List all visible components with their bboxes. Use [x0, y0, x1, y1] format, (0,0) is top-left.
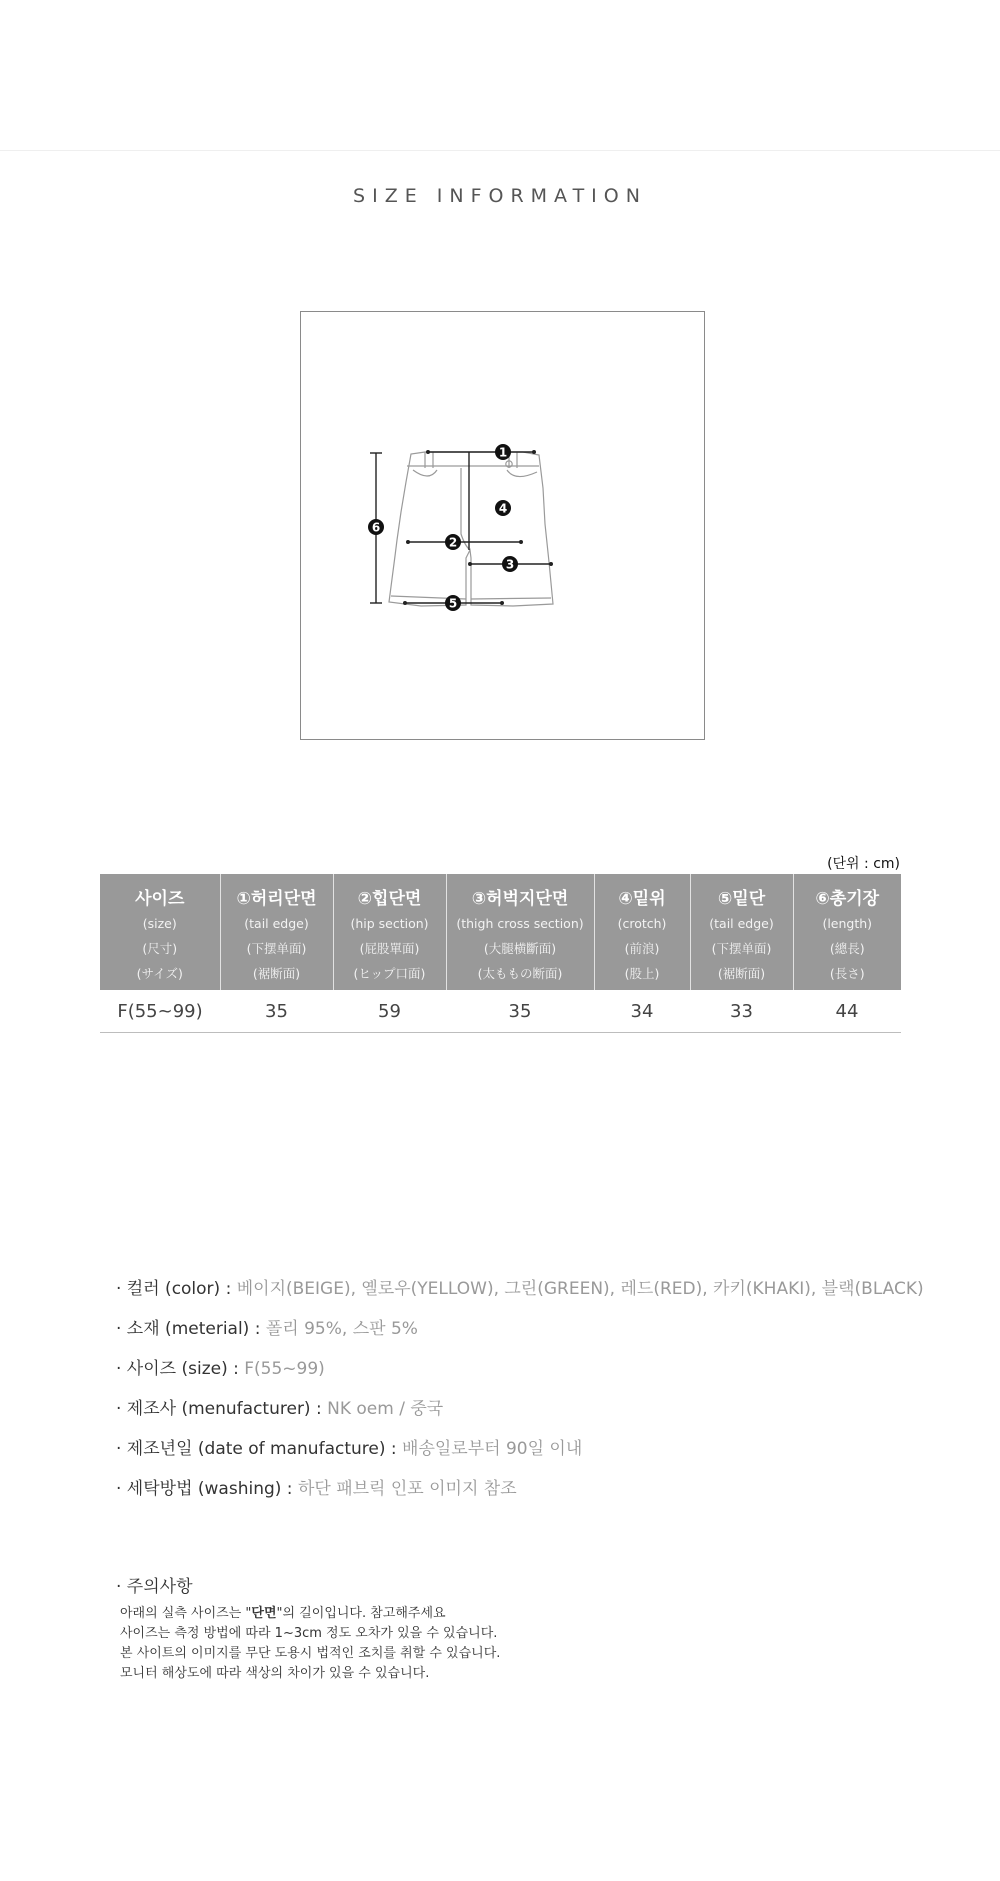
notice-text: [120, 1604, 500, 1684]
marker-5: [445, 595, 461, 611]
unit-note: (단위 : cm): [827, 856, 900, 872]
marker-2: [445, 534, 461, 550]
table-header-row: [100, 874, 901, 990]
notice-line-1: 아래의 실측 사이즈는 "단면"의 길이입니다. 참고해주세요: [120, 1606, 446, 1621]
notice-line-3: 본 사이트의 이미지를 무단 도용시 법적인 조치를 취할 수 있습니다.: [120, 1646, 501, 1661]
table-row: [100, 990, 901, 1033]
info-material: · 소재 (meterial) : 폴리 95%, 스판 5%: [116, 1319, 418, 1339]
header-thigh: ③허벅지단면 (thigh cross section) (大腿横斷面) (太ももの断面): [446, 874, 594, 990]
cell-length: 44: [793, 990, 901, 1033]
svg-text:4: 4: [498, 501, 508, 516]
cell-hem: 33: [690, 990, 793, 1033]
svg-text:2: 2: [448, 535, 458, 550]
shorts-illustration: [301, 312, 706, 741]
header-waist: ①허리단면 (tail edge) (下摆单面) (裾断面): [220, 874, 333, 990]
cell-thigh: 35: [446, 990, 594, 1033]
marker-3: [502, 556, 518, 572]
notice-title: · 주의사항: [116, 1577, 193, 1597]
marker-1: [495, 444, 511, 460]
info-washing: · 세탁방법 (washing) : 하단 패브릭 인포 이미지 참조: [116, 1479, 517, 1499]
cell-rise: 34: [594, 990, 690, 1033]
product-info-list: [116, 1274, 924, 1514]
info-color: · 컬러 (color) : 베이지(BEIGE), 옐로우(YELLOW), 그린(GREEN), 레드(RED), 카키(KHAKI), 블랙(BLACK): [116, 1279, 924, 1299]
header-hem: ⑤밑단 (tail edge) (下摆单面) (裾断面): [690, 874, 793, 990]
size-table: [100, 874, 901, 1033]
svg-text:3: 3: [505, 557, 515, 572]
cell-size: F(55~99): [100, 990, 220, 1033]
header-rise: ④밑위 (crotch) (前浪) (股上): [594, 874, 690, 990]
header-size: 사이즈 (size) (尺寸) (サイズ): [100, 874, 220, 990]
svg-text:1: 1: [498, 445, 508, 460]
marker-4: [495, 500, 511, 516]
section-title: SIZE INFORMATION: [353, 185, 647, 207]
info-size: · 사이즈 (size) : F(55~99): [116, 1359, 325, 1379]
cell-waist: 35: [220, 990, 333, 1033]
header-length: ⑥총기장 (length) (總長) (長さ): [793, 874, 901, 990]
info-manufacturer: · 제조사 (menufacturer) : NK oem / 중국: [116, 1399, 444, 1419]
cell-hip: 59: [333, 990, 446, 1033]
svg-text:5: 5: [448, 596, 458, 611]
notice-line-4: 모니터 해상도에 따라 색상의 차이가 있을 수 있습니다.: [120, 1666, 430, 1681]
notice-line-2: 사이즈는 측정 방법에 따라 1~3cm 정도 오차가 있을 수 있습니다.: [120, 1626, 498, 1641]
top-divider: [0, 150, 1000, 151]
marker-6: [368, 519, 384, 535]
header-hip: ②힙단면 (hip section) (屁股單面) (ヒップ口面): [333, 874, 446, 990]
svg-text:6: 6: [371, 520, 381, 535]
size-diagram: [300, 311, 705, 740]
info-manufacture-date: · 제조년일 (date of manufacture) : 배송일로부터 90일 이내: [116, 1439, 583, 1459]
